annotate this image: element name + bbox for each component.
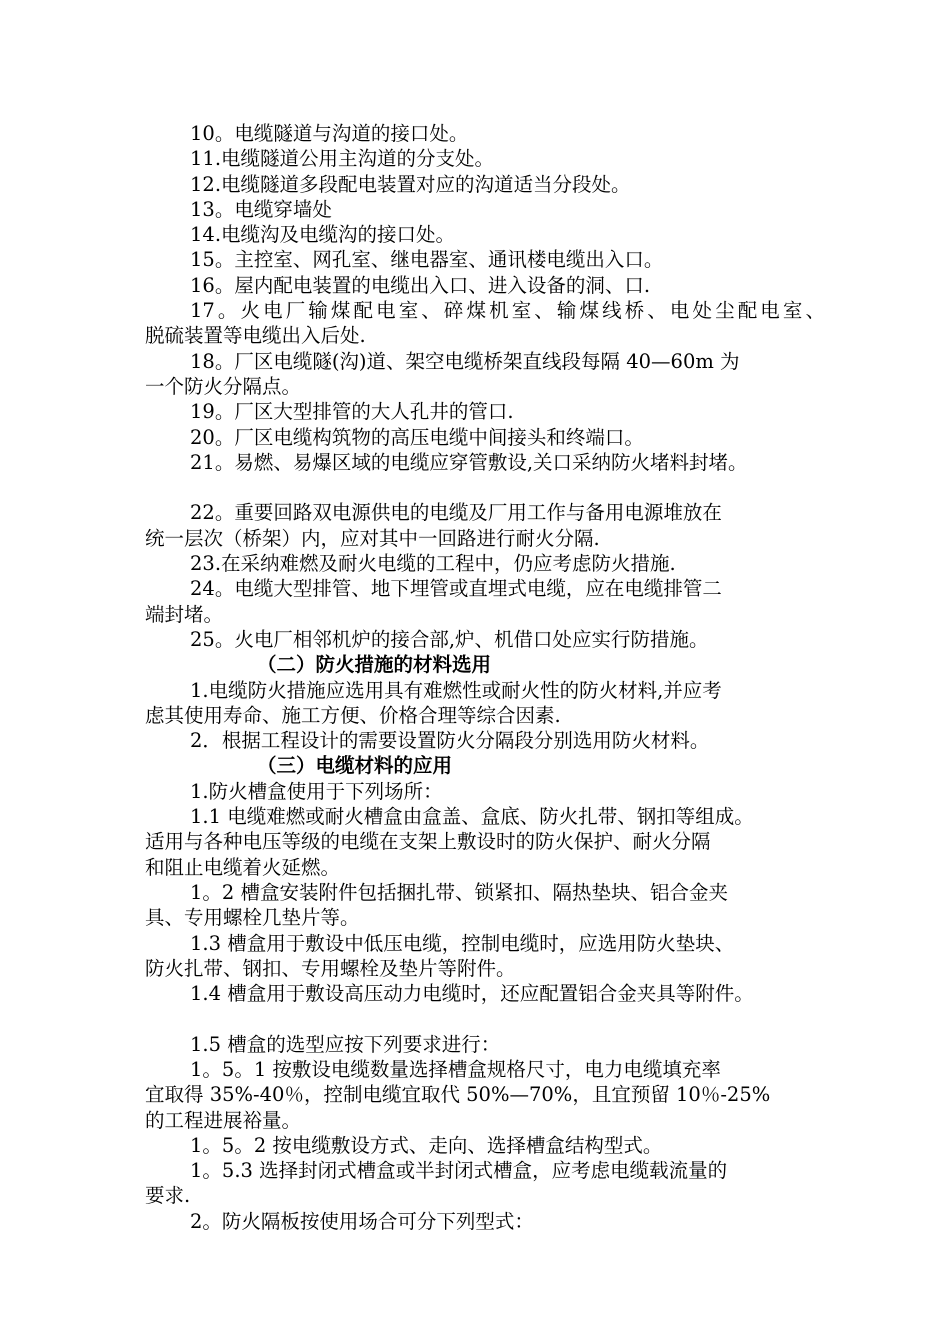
text-line: 要求. [145, 1184, 191, 1208]
text-line: 1.电缆防火措施应选用具有难燃性或耐火性的防火材料,并应考 [190, 678, 722, 702]
text-line: 2．根据工程设计的需要设置防火分隔段分别选用防火材料。 [190, 729, 710, 753]
text-line: 25。火电厂相邻机炉的接合部,炉、机借口处应实行防措施。 [190, 627, 709, 651]
text-line: 的工程进展裕量。 [145, 1108, 302, 1132]
text-line: 23.在采纳难燃及耐火电缆的工程中，仍应考虑防火措施. [190, 552, 676, 576]
text-line: 1.防火槽盒使用于下列场所： [190, 779, 443, 803]
text-line: 1.4 槽盒用于敷设高压动力电缆时，还应配置铝合金夹具等附件。 [190, 982, 754, 1006]
blank-line [145, 1006, 825, 1031]
text-line: 22。重要回路双电源供电的电缆及厂用工作与备用电源堆放在 [190, 501, 722, 525]
text-line: 1.1 电缆难燃或耐火槽盒由盒盖、盒底、防火扎带、钢扣等组成。 [190, 805, 754, 829]
text-line: 1。2 槽盒安装附件包括捆扎带、锁紧扣、隔热垫块、铝合金夹 [190, 880, 729, 904]
document-page [145, 121, 825, 1234]
section-heading: （二）防火措施的材料选用 [257, 653, 492, 677]
text-line: 具、专用螺栓几垫片等。 [145, 906, 360, 930]
text-line: 1。5。2 按电缆敷设方式、走向、选择槽盒结构型式。 [190, 1133, 663, 1157]
text-line: 19。厂区大型排管的大人孔井的管口. [190, 400, 514, 424]
text-line: 14.电缆沟及电缆沟的接口处。 [190, 223, 456, 247]
text-line: 16。屋内配电装置的电缆出入口、进入设备的洞、口. [190, 273, 651, 297]
text-line: 宜取得 35%-40％，控制电缆宜取代 50%—70%，且宜预留 10％-25% [145, 1083, 771, 1107]
text-line: 1.5 槽盒的选型应按下列要求进行： [190, 1032, 501, 1056]
text-line: 和阻止电缆着火延燃。 [145, 855, 341, 879]
text-line: 15。主控室、网孔室、继电器室、通讯楼电缆出入口。 [190, 248, 664, 272]
blank-line [145, 475, 825, 500]
text-line: 脱硫装置等电缆出入后处. [145, 324, 366, 348]
text-line: 20。厂区电缆构筑物的高压电缆中间接头和终端口。 [190, 425, 644, 449]
text-line: 2。防火隔板按使用场合可分下列型式： [190, 1209, 534, 1233]
text-line: 12.电缆隧道多段配电装置对应的沟道适当分段处。 [190, 172, 631, 196]
text-line: 17。火电厂输煤配电室、碎煤机室、输煤线桥、电处尘配电室、 [190, 299, 825, 323]
text-line: 端封堵。 [145, 602, 224, 626]
text-line: 10。电缆隧道与沟道的接口处。 [190, 122, 469, 145]
text-line: 1。5。1 按敷设电缆数量选择槽盒规格尺寸，电力电缆填充率 [190, 1057, 721, 1081]
text-line: 13。电缆穿墙处 [190, 197, 332, 221]
text-line: 11.电缆隧道公用主沟道的分支处。 [190, 147, 495, 171]
text-line: 统一层次（桥架）内，应对其中一回路进行耐火分隔. [145, 526, 600, 550]
text-line: 虑其使用寿命、施工方便、价格合理等综合因素. [145, 703, 561, 727]
text-line: 防火扎带、钢扣、专用螺栓及垫片等附件。 [145, 956, 516, 980]
text-line: 1.3 槽盒用于敷设中低压电缆，控制电缆时，应选用防火垫块、 [190, 931, 735, 955]
text-line: 适用与各种电压等级的电缆在支架上敷设时的防火保护、耐火分隔 [145, 830, 711, 854]
text-line: 21。易燃、易爆区域的电缆应穿管敷设,关口采纳防火堵料封堵。 [190, 450, 748, 474]
text-line: 一个防火分隔点。 [145, 374, 302, 398]
text-line: 1。5.3 选择封闭式槽盒或半封闭式槽盒，应考虑电缆载流量的 [190, 1159, 728, 1183]
text-line: 18。厂区电缆隧(沟)道、架空电缆桥架直线段每隔 40—60m 为 [190, 349, 740, 373]
section-heading: （三）电缆材料的应用 [257, 754, 453, 778]
text-line: 24。电缆大型排管、地下埋管或直埋式电缆，应在电缆排管二 [190, 577, 722, 601]
